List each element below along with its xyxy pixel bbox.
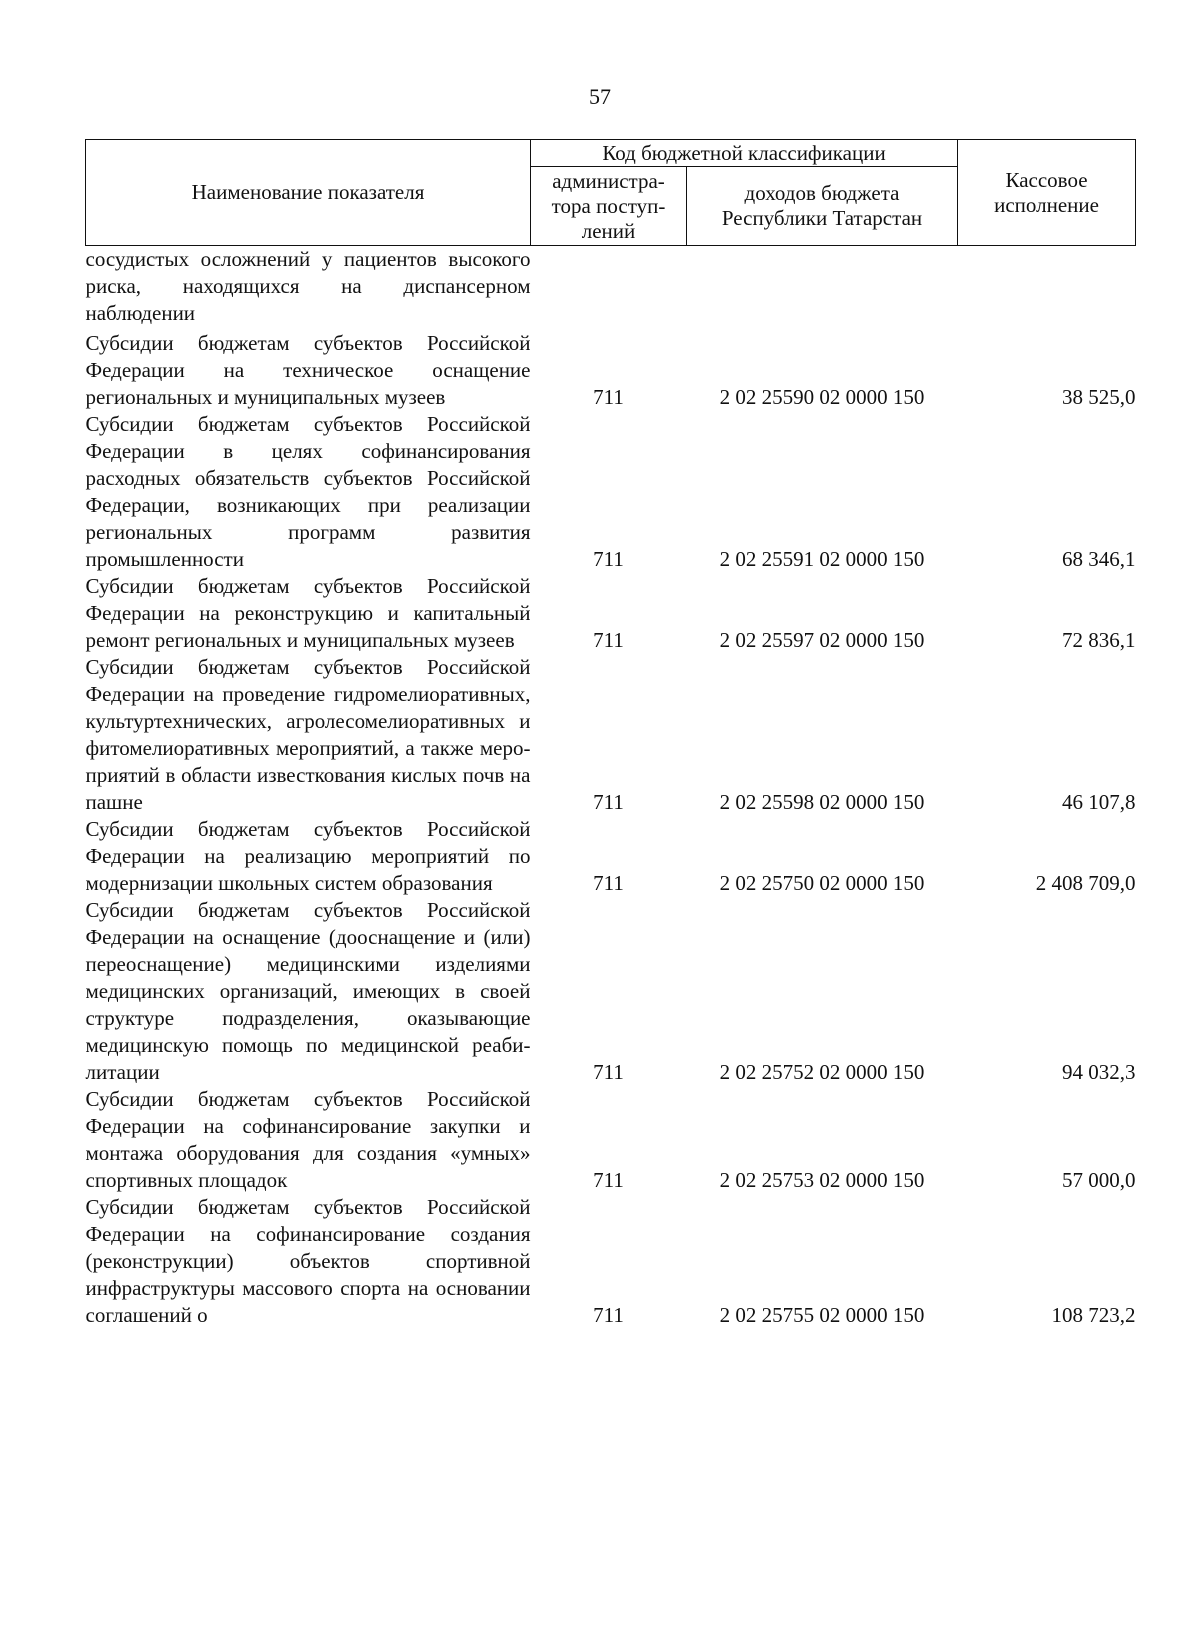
header-name: Наименование показателя: [86, 140, 531, 246]
row-admin-code: 711: [593, 790, 624, 814]
row-income-code: 2 02 25750 02 0000 150: [719, 871, 925, 895]
row-admin-code: 711: [593, 1060, 624, 1084]
row-amount: [958, 246, 1136, 331]
row-name: Субсидии бюджетам субъектов Российской Федерации на софинансирование закупки и монтажа оборудования для создания «умных» спортивных площадок: [85, 1087, 531, 1192]
row-admin-code: 711: [593, 1303, 624, 1327]
row-admin-code: 711: [593, 385, 624, 409]
row-amount: 38 525,0: [1062, 385, 1136, 409]
table-row: [86, 1194, 1136, 1329]
row-admin-code: 711: [593, 1168, 624, 1192]
page-number: 57: [589, 84, 611, 109]
table-row: [86, 411, 1136, 573]
row-name: Субсидии бюджетам субъектов Российской Федерации на техническое оснащение региональных и муниципальных музеев: [85, 331, 531, 409]
row-amount: 94 032,3: [1062, 1060, 1136, 1084]
header-admin: администра-тора поступ-лений: [531, 167, 687, 246]
row-income-code: 2 02 25590 02 0000 150: [719, 385, 925, 409]
row-amount: 57 000,0: [1062, 1168, 1136, 1192]
table-row: [86, 654, 1136, 816]
header-amount: Кассовое исполнение: [958, 140, 1136, 246]
row-name: Субсидии бюджетам субъектов Российской Федерации на реализацию мероприятий по модернизации школьных систем образования: [85, 817, 531, 895]
table-header: [86, 140, 1136, 246]
row-admin-code: [531, 246, 687, 331]
table-body: [86, 246, 1136, 1330]
row-amount: 72 836,1: [1062, 628, 1136, 652]
row-income-code: 2 02 25597 02 0000 150: [719, 628, 925, 652]
row-name: Субсидии бюджетам субъектов Российской Федерации на софинансирование создания (реконструкции) объектов спортивной инфраструктуры массового спорта на основании соглашений о: [85, 1195, 531, 1327]
row-amount: 2 408 709,0: [1035, 871, 1136, 895]
table-row: [86, 330, 1136, 411]
table-row: [86, 573, 1136, 654]
table-row: [86, 246, 1136, 331]
row-income-code: 2 02 25752 02 0000 150: [719, 1060, 925, 1084]
row-name: сосудистых осложнений у пациентов высокого риска, находящихся на диспансерном наблюдении: [85, 247, 531, 325]
header-income: доходов бюджета Республики Татарстан: [687, 167, 958, 246]
table-row: [86, 816, 1136, 897]
table-row: [86, 1086, 1136, 1194]
row-name: Субсидии бюджетам субъектов Российской Федерации в целях софинансирования расходных обязательств субъектов Российской Федерации, возникающих при реализации региональных программ развития промышленности: [85, 412, 531, 571]
row-name: Субсидии бюджетам субъектов Российской Федерации на оснащение (дооснащение и (или) переоснащение) медицинскими изделиями медицинских организаций, имеющих в своей структуре подразделения, оказывающие медицинскую помощь по медицинской реабилитации: [85, 898, 531, 1084]
row-income-code: 2 02 25755 02 0000 150: [719, 1303, 925, 1327]
row-income-code: 2 02 25753 02 0000 150: [719, 1168, 925, 1192]
table-row: [86, 897, 1136, 1086]
row-income-code: 2 02 25591 02 0000 150: [719, 547, 925, 571]
row-admin-code: 711: [593, 871, 624, 895]
row-income-code: [687, 246, 958, 331]
row-income-code: 2 02 25598 02 0000 150: [719, 790, 925, 814]
budget-table: [85, 139, 1136, 1329]
row-amount: 108 723,2: [1051, 1303, 1136, 1327]
header-code-group: Код бюджетной классификации: [531, 140, 958, 167]
row-name: Субсидии бюджетам субъектов Российской Федерации на реконструкцию и капитальный ремонт региональных и муниципальных музеев: [85, 574, 531, 652]
row-amount: 68 346,1: [1062, 547, 1136, 571]
row-admin-code: 711: [593, 628, 624, 652]
row-amount: 46 107,8: [1062, 790, 1136, 814]
row-admin-code: 711: [593, 547, 624, 571]
row-name: Субсидии бюджетам субъектов Российской Федерации на проведение гидромелиоративных, культуртехнических, агролесомелиоративных и фитомелиоративных мероприятий, а также мероприятий в области известкования кислых почв на пашне: [85, 655, 531, 814]
